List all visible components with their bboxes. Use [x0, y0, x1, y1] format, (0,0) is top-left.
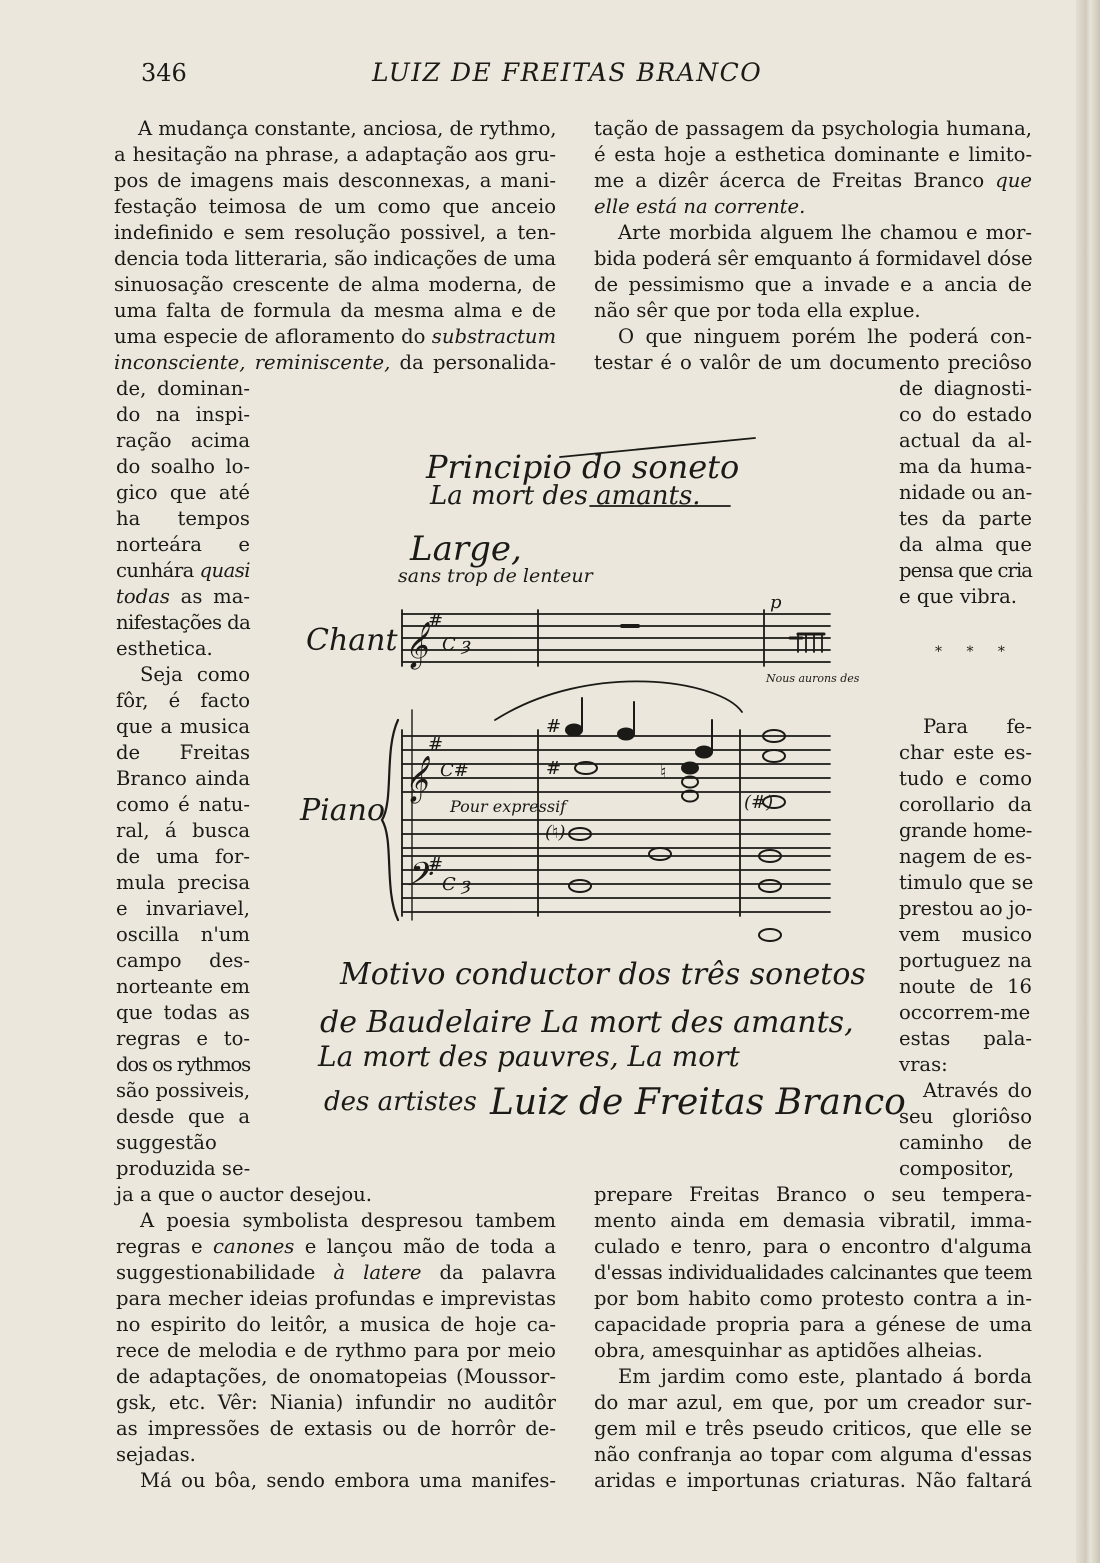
expression-marking: Pour expressif — [450, 797, 567, 816]
page-edge — [1076, 0, 1100, 1563]
running-head: LUIZ DE FREITAS BRANCO — [372, 58, 763, 87]
text-line: Seja como — [140, 663, 250, 686]
sharp-sign: # — [428, 854, 444, 875]
text-line: ja a que o auctor desejou. — [116, 1183, 373, 1206]
text-line: pos de imagens mais desconnexas, a mani- — [114, 169, 557, 192]
text-line: de Freitas — [116, 741, 250, 764]
text-line: por bom habito como protesto contra a in- — [594, 1287, 1033, 1310]
text-line: A mudança constante, anciosa, de rythmo, — [138, 117, 557, 140]
text-line: cunhára quasi — [116, 559, 250, 582]
text-line: de adaptações, de onomatopeias (Moussor- — [116, 1365, 557, 1388]
text-line: de pessimismo que a invade e a ancia de — [594, 273, 1032, 296]
text-line: seu gloriôso — [899, 1105, 1032, 1128]
text-line: dos os rythmos — [116, 1053, 251, 1076]
text-line: vem musico — [899, 923, 1032, 946]
slur — [495, 681, 742, 720]
text-line: fôr, é facto — [116, 689, 250, 712]
text-line: suggestionabilidade à latere da palavra — [116, 1261, 557, 1284]
text-line: pensa que cria — [899, 559, 1033, 582]
manuscript-caption: La mort des pauvres, La mort — [318, 1040, 740, 1073]
text-line: norteante em — [116, 975, 250, 998]
text-line: do soalho lo- — [116, 455, 250, 478]
text-line: regras e to- — [116, 1027, 251, 1050]
text-line: nagem de es- — [899, 845, 1033, 868]
text-line: aridas e importunas criaturas. Não faltará — [594, 1469, 1033, 1492]
text-line: tes da parte — [899, 507, 1033, 530]
text-line: festação teimosa de um como que anceio — [114, 195, 557, 218]
signature: Luiz de Freitas Branco — [490, 1082, 906, 1123]
text-line: Para fe- — [923, 715, 1032, 738]
text-line: bida poderá sêr emquanto á formidavel dóse — [594, 247, 1033, 270]
piano-staff-middle — [402, 820, 830, 848]
text-line: que todas as — [116, 1001, 250, 1024]
text-line: portuguez na — [899, 949, 1032, 972]
text-line: todas as ma- — [116, 585, 250, 608]
text-line: d'essas individualidades calcinantes que teem — [594, 1261, 1033, 1284]
text-line: suggestão — [116, 1131, 217, 1154]
manuscript-caption: Motivo conductor dos três sonetos — [340, 957, 866, 992]
sharp-sign: # — [428, 610, 444, 631]
text-line: Em jardim como este, plantado á borda — [618, 1365, 1032, 1388]
section-stars: * * * — [935, 644, 1015, 660]
text-line: para mecher ideias profundas e imprevistas — [116, 1287, 557, 1310]
text-line: são possiveis, — [116, 1079, 250, 1102]
text-line: produzida se- — [116, 1157, 251, 1180]
tempo-marking: Large, — [410, 529, 522, 569]
sharp-sign: (#) — [744, 792, 774, 813]
text-line: de diagnosti- — [899, 377, 1032, 400]
text-line: me a dizêr ácerca de Freitas Branco que — [594, 169, 1032, 192]
text-line: do na inspi- — [116, 403, 250, 426]
text-line: compositor, — [899, 1157, 1015, 1180]
text-line: as impressões de extasis ou de horrôr de- — [116, 1417, 557, 1440]
sharp-sign: # — [546, 758, 562, 779]
text-line: vras: — [899, 1053, 948, 1076]
text-line: ração acima — [116, 429, 250, 452]
manuscript-caption: de Baudelaire La mort des amants, — [320, 1005, 854, 1040]
text-line: gico que até — [116, 481, 251, 504]
text-line: gsk, etc. Vêr: Niania) infundir no auditôr — [116, 1391, 556, 1414]
text-line: indefinido e sem resolução possivel, a ten- — [114, 221, 557, 244]
text-line: inconsciente, reminiscente, da personalida- — [114, 351, 557, 374]
text-line: A poesia symbolista despresou tambem — [140, 1209, 557, 1232]
treble-clef: 𝄞 — [404, 622, 428, 668]
time-signature: C# — [440, 760, 469, 781]
text-line: ma da huma- — [899, 455, 1032, 478]
bass-clef: 𝄢 — [404, 856, 430, 902]
dynamic-marking: p — [770, 592, 782, 613]
text-line: nidade ou an- — [899, 481, 1033, 504]
text-line: campo des- — [116, 949, 250, 972]
text-line: culado e tenro, para o encontro d'alguma — [594, 1235, 1032, 1258]
text-line: uma falta de formula da mesma alma e de — [114, 299, 557, 322]
text-line: noute de 16 — [899, 975, 1032, 998]
text-line: é esta hoje a esthetica dominante e limito- — [594, 143, 1033, 166]
text-line: rece de melodia e de rythmo para por meio — [116, 1339, 556, 1362]
text-line: char este es- — [899, 741, 1032, 764]
text-line: ha tempos — [116, 507, 250, 530]
text-line: não sêr que por toda ella explue. — [594, 299, 921, 322]
page-number: 346 — [141, 59, 187, 87]
text-line: Arte morbida alguem lhe chamou e mor- — [618, 221, 1033, 244]
text-line: mula precisa — [116, 871, 250, 894]
text-line: sejadas. — [116, 1443, 196, 1466]
text-line: capacidade propria para a génese de uma — [594, 1313, 1033, 1336]
text-line: ral, á busca — [116, 819, 251, 842]
text-line: no espirito do leitôr, a musica de hoje ca- — [116, 1313, 557, 1336]
text-line: actual da al- — [899, 429, 1033, 452]
sharp-sign: # — [428, 734, 444, 755]
text-line: obra, amesquinhar as aptidões alheias. — [594, 1339, 983, 1362]
lyric-text: Nous aurons des — [766, 672, 860, 685]
sharp-sign: # — [546, 716, 562, 737]
text-line: testar é o valôr de um documento preciôso — [594, 351, 1032, 374]
text-line: mento ainda em demasia vibratil, imma- — [594, 1209, 1032, 1232]
text-line: regras e canones e lançou mão de toda a — [116, 1235, 557, 1258]
time-signature: C ȝ — [442, 634, 471, 655]
manuscript-caption: des artistes — [324, 1087, 477, 1117]
text-line: Branco ainda — [116, 767, 250, 790]
text-line: prestou ao jo- — [899, 897, 1033, 920]
text-line: desde que a — [116, 1105, 251, 1128]
time-signature: C ȝ — [442, 874, 471, 895]
text-line: elle está na corrente. — [594, 195, 806, 218]
text-line: prepare Freitas Branco o seu tempera- — [594, 1183, 1033, 1206]
text-line: que a musica — [116, 715, 251, 738]
text-line: de, dominan- — [116, 377, 250, 400]
tempo-subtitle: sans trop de lenteur — [398, 565, 593, 587]
text-line: uma especie de afloramento do substractum — [114, 325, 557, 348]
text-line: gem mil e três pseudo criticos, que elle se — [594, 1417, 1032, 1440]
manuscript-heading: La mort des amants. — [430, 481, 701, 511]
text-line: caminho de — [899, 1131, 1032, 1154]
text-line: de uma for- — [116, 845, 251, 868]
voice-label: Chant — [306, 623, 398, 658]
natural-sign: (♮) — [545, 822, 566, 843]
text-line: occorrem-me — [899, 1001, 1031, 1024]
text-line: co do estado — [899, 403, 1033, 426]
text-line: Através do — [923, 1079, 1032, 1102]
manuscript-heading: Principio do soneto — [426, 448, 740, 486]
treble-clef: 𝄞 — [404, 756, 428, 802]
text-line: sinuosação crescente de alma moderna, de — [114, 273, 557, 296]
text-line: grande home- — [899, 819, 1032, 842]
text-line: a hesitação na phrase, a adaptação aos gru- — [114, 143, 557, 166]
piano-label: Piano — [300, 793, 386, 828]
text-line: e que vibra. — [899, 585, 1017, 608]
text-line: norteára e — [116, 533, 250, 556]
music-manuscript — [290, 420, 906, 1140]
text-line: nifestações da — [116, 611, 251, 634]
text-line: tação de passagem da psychologia humana, — [594, 117, 1032, 140]
text-line: Má ou bôa, sendo embora uma manifes- — [140, 1469, 557, 1492]
text-line: estas pala- — [899, 1027, 1032, 1050]
natural-sign: ♮ — [660, 762, 667, 783]
text-line: e invariavel, — [116, 897, 250, 920]
text-line: timulo que se — [899, 871, 1034, 894]
text-line: O que ninguem porém lhe poderá con- — [618, 325, 1033, 348]
text-line: do mar azul, em que, por um creador sur- — [594, 1391, 1032, 1414]
text-line: não confranja ao topar com alguma d'essas — [594, 1443, 1033, 1466]
text-line: como é natu- — [116, 793, 250, 816]
text-line: oscilla n'um — [116, 923, 250, 946]
text-line: dencia toda litteraria, são indicações de uma — [114, 247, 557, 270]
text-line: tudo e como — [899, 767, 1033, 790]
text-line: corollario da — [899, 793, 1032, 816]
text-line: esthetica. — [116, 637, 213, 660]
text-line: da alma que — [899, 533, 1032, 556]
